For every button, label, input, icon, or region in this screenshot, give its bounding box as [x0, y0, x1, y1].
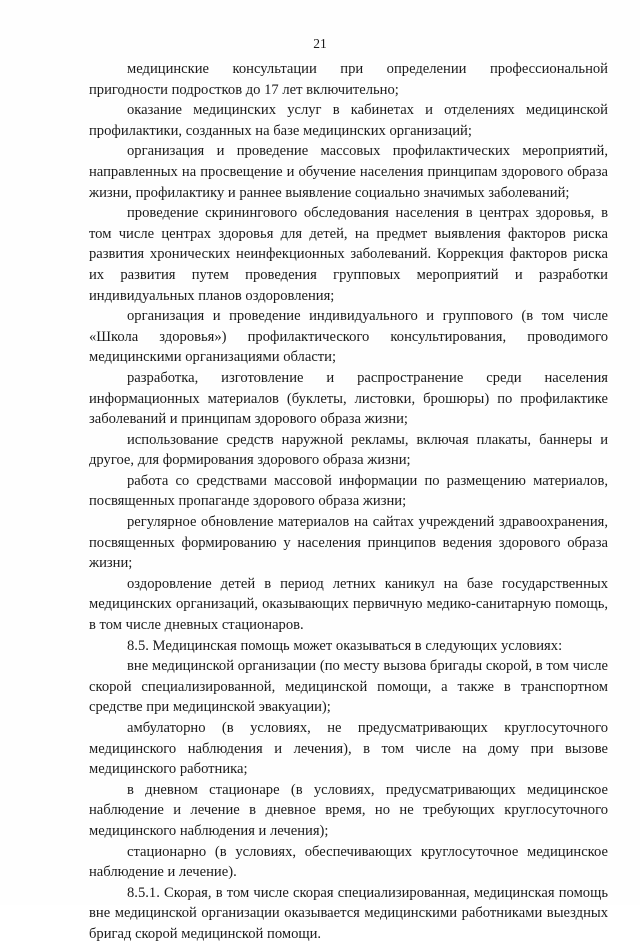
section-8-5-1-paragraph: 8.5.1. Скорая, в том числе скорая специализированная, медицинская помощь вне медицинской организации оказывается медицинскими работниками выездных бригад скорой медицинской помощи. [89, 884, 608, 942]
paragraph-info-materials: разработка, изготовление и распространение среди населения информационных материалов (буклеты, листовки, брошюры) по профилактике заболеваний и принципам здорового образа жизни; [89, 369, 608, 428]
paragraph-day-hospital: в дневном стационаре (в условиях, предусматривающих медицинское наблюдение и лечение в дневное время, но не требующих круглосуточного медицинского наблюдения и лечения); [89, 781, 608, 839]
paragraph-website-updates: регулярное обновление материалов на сайтах учреждений здравоохранения, посвященных формированию у населения принципов ведения здорового образа жизни; [89, 514, 608, 572]
paragraph-medical-consultations: медицинские консультации при определении профессиональной пригодности подростков до 17 лет включительно; [89, 61, 608, 98]
paragraph-outpatient: амбулаторно (в условиях, не предусматривающих круглосуточного медицинского наблюдения и лечения), в том числе на дому при вызове медицинского работника; [89, 720, 608, 778]
paragraph-inpatient: стационарно (в условиях, обеспечивающих круглосуточное медицинское наблюдение и лечение). [89, 843, 608, 881]
paragraph-mass-prevention-events: организация и проведение массовых профилактических мероприятий, направленных на просвещение и обучение населения принципам здорового образа жизни, профилактику и раннее выявление социально значимых заболеваний; [89, 143, 608, 201]
paragraph-prevention-offices: оказание медицинских услуг в кабинетах и отделениях медицинской профилактики, созданных на базе медицинских организаций; [89, 102, 608, 139]
paragraph-children-health: оздоровление детей в период летних каникул на базе государственных медицинских организаций, оказывающих первичную медико-санитарную помощь, в том числе дневных стационаров. [89, 575, 608, 634]
paragraph-screening: проведение скринингового обследования населения в центрах здоровья, в том числе центрах здоровья для детей, на предмет выявления факторов риска развития хронических неинфекционных заболеваний. Коррекция факторов риска их развития путем проведения групповых мероприятий и разработки индивидуальных планов оздоровления; [89, 205, 608, 304]
paragraph-outdoor-advertising: использование средств наружной рекламы, включая плакаты, баннеры и другое, для формирования здорового образа жизни; [89, 431, 608, 469]
document-body [89, 59, 608, 945]
paragraph-mass-media: работа со средствами массовой информации по размещению материалов, посвященных пропаганде здорового образа жизни; [89, 472, 608, 510]
paragraph-outside-organization: вне медицинской организации (по месту вызова бригады скорой, в том числе скорой специализированной, медицинской помощи, а также в транспортном средстве при медицинской эвакуации); [89, 658, 608, 716]
section-8-5-heading: 8.5. Медицинская помощь может оказываться в следующих условиях: [127, 637, 563, 654]
page-number: 21 [313, 36, 327, 51]
paragraph-counseling: организация и проведение индивидуального и группового (в том числе «Школа здоровья») профилактического консультирования, проводимого медицинскими организациями области; [89, 308, 608, 366]
